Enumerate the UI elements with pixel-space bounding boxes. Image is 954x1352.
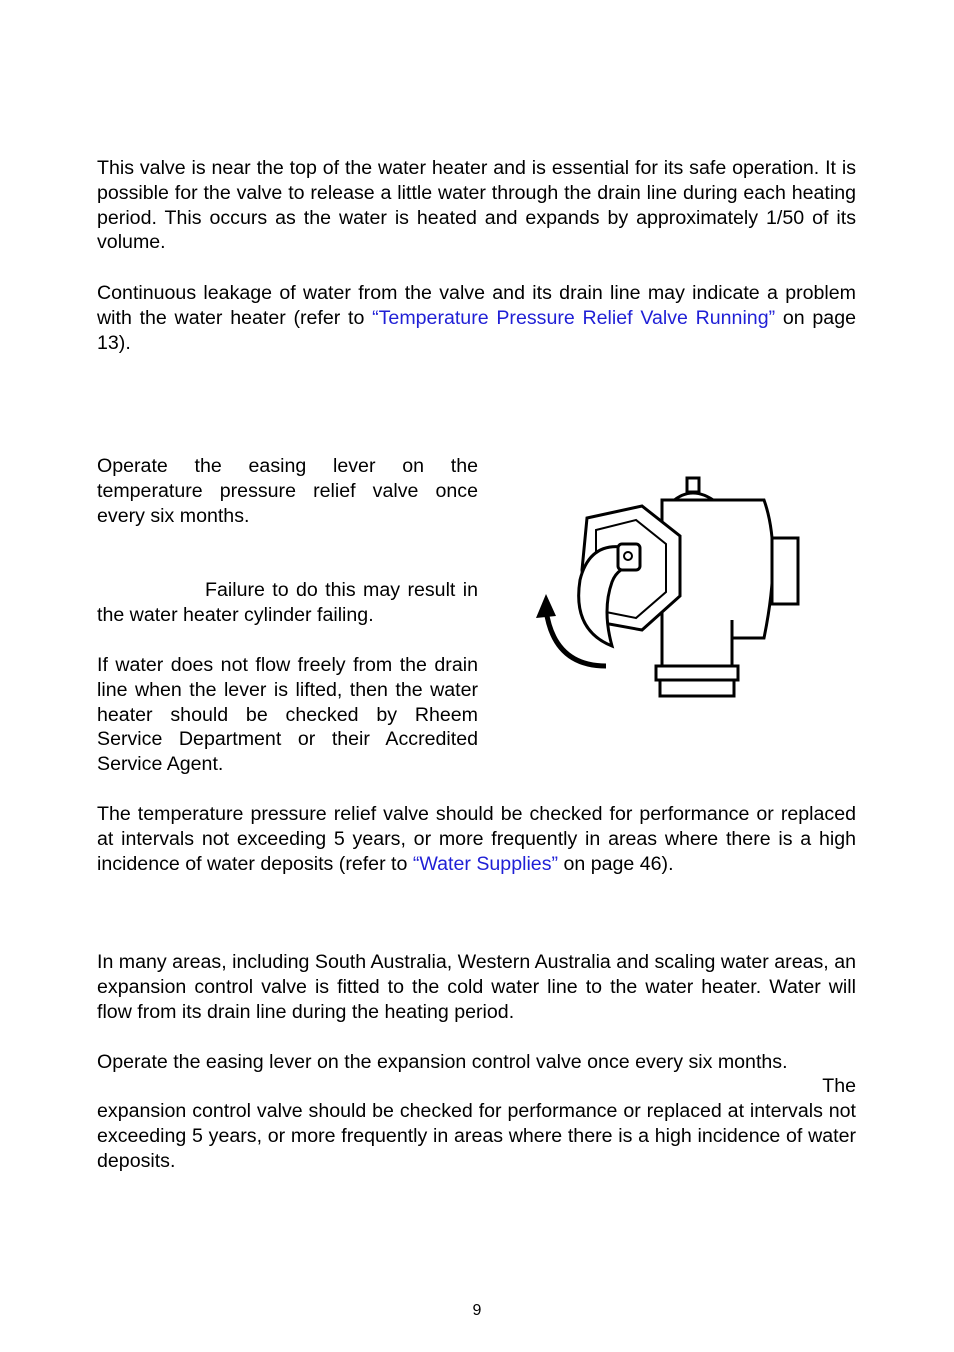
link-tpr-valve-running[interactable]: “Temperature Pressure Relief Valve Running” (372, 306, 776, 329)
paragraph-no-flow: If water does not flow freely from the drain line when the lever is lifted, then the water heater should be checked by Rheem Service Department or their Accredited Service Agent. (97, 654, 478, 776)
paragraph-expansion-lever (97, 1050, 856, 1075)
leakage-text-end: on page 13). (97, 306, 856, 354)
link-water-supplies[interactable]: “Water Supplies” (412, 852, 559, 875)
paragraph-expansion-valve: In many areas, including South Australia, Western Australia and scaling water areas, an expansion control valve is fitted to the cold water line to the water heater. Water will flow from its drain line during the heating period. (97, 951, 856, 1023)
paragraph-operate-lever: Operate the easing lever on the temperature pressure relief valve once every six months. (97, 455, 478, 527)
expansion-lever-text: Operate the easing lever on the expansion control valve once every six months. (97, 1051, 788, 1073)
paragraph-expansion-check: expansion control valve should be checked for performance or replaced at intervals not exceeding 5 years, or more frequently in areas where there is a high incidence of water deposits. (97, 1100, 856, 1172)
paragraph-valve-description: This valve is near the top of the water heater and is essential for its safe operation. It is possible for the valve to release a little water through the drain line during each heating period. This occurs as the water is heated and expands by approximately 1/50 of its volume. (97, 157, 856, 254)
paragraph-failure-warning (97, 578, 478, 628)
page-number: 9 (472, 1302, 482, 1319)
leakage-text: Continuous leakage of water from the valve and its drain line may indicate a problem with the water heater (refer to (97, 282, 856, 329)
paragraph-continuous-leakage (97, 281, 856, 355)
relief-valve-illustration-icon (532, 470, 802, 706)
expansion-the-text: The (822, 1075, 856, 1097)
check-text-end: on page 46). (558, 852, 674, 875)
check-text: The temperature pressure relief valve should be checked for performance or replaced at intervals not exceeding 5 years, or more frequently in areas where there is a high incidence of water deposits (refer to (97, 803, 856, 875)
paragraph-check-performance (97, 802, 856, 876)
warning-text: Failure to do this may result in the water heater cylinder failing. (97, 579, 478, 626)
paragraph-expansion-the (97, 1074, 856, 1099)
